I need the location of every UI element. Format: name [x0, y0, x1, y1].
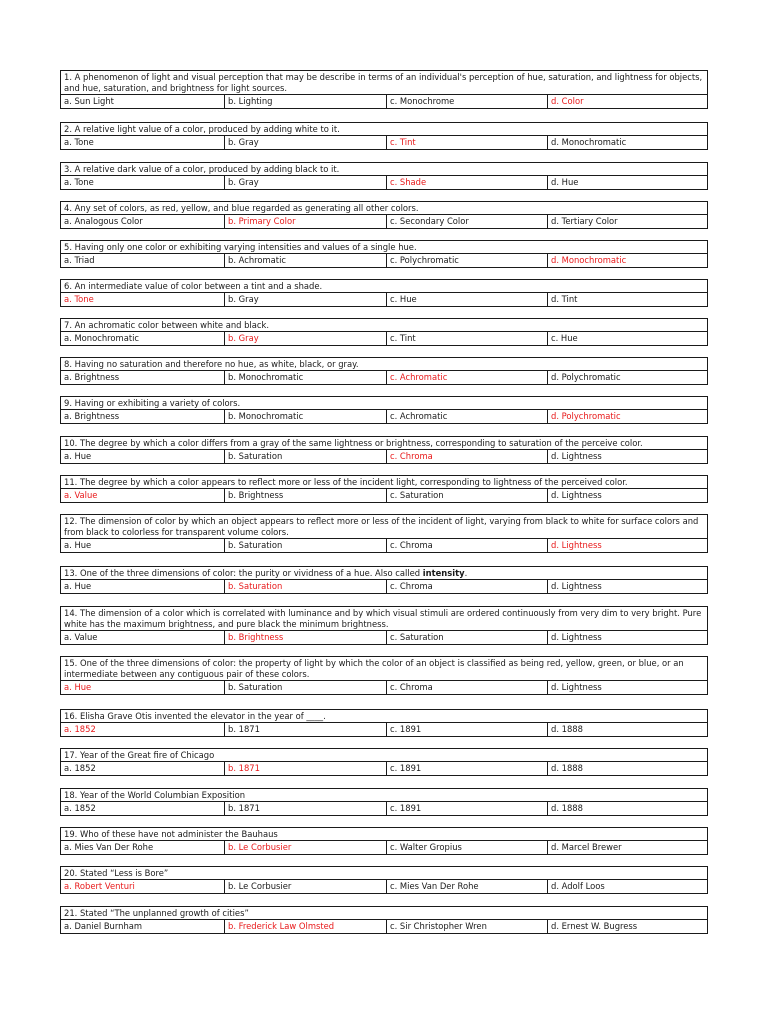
option: b. Le Corbusier [224, 880, 386, 893]
answer-option: c. Tint [386, 136, 547, 149]
question-7 [60, 318, 708, 346]
question-10 [60, 436, 708, 464]
options-row [61, 215, 707, 228]
option: c. Tint [386, 332, 547, 345]
option: b. Saturation [224, 539, 386, 552]
option: d. 1888 [547, 762, 707, 775]
options-row [61, 410, 707, 423]
option: c. Sir Christopher Wren [386, 920, 547, 933]
options-row [61, 580, 707, 593]
options-row [61, 371, 707, 384]
question-18 [60, 788, 708, 816]
answer-option: a. Hue [64, 681, 92, 692]
question-text [61, 710, 707, 723]
question-stem: 6. An intermediate value of color between a tint and a shade. [64, 280, 323, 291]
options-row [61, 254, 707, 267]
question-21 [60, 906, 708, 934]
question-stem: 3. A relative dark value of a color, produced by adding black to it. [64, 163, 340, 174]
answer-option: d. Polychromatic [547, 410, 707, 423]
options-row [61, 176, 707, 189]
question-12 [60, 514, 708, 553]
option: b. Gray [224, 176, 386, 189]
option: c. Chroma [386, 681, 547, 694]
option: a. Daniel Burnham [64, 920, 143, 931]
option: d. Marcel Brewer [547, 841, 707, 854]
options-row [61, 723, 707, 736]
question-text [61, 163, 707, 176]
option: c. Saturation [386, 631, 547, 644]
question-16 [60, 709, 708, 737]
option: c. Achromatic [386, 410, 547, 423]
question-text [61, 907, 707, 920]
question-text [61, 437, 707, 450]
question-stem: 20. Stated “Less is Bore” [64, 867, 169, 878]
option: d. Lightness [547, 580, 707, 593]
question-stem: 21. Stated “The unplanned growth of cities” [64, 907, 249, 918]
question-13 [60, 566, 708, 594]
question-1 [60, 70, 708, 109]
option: a. Mies Van Der Rohe [64, 841, 154, 852]
question-stem: 12. The dimension of color by which an object appears to reflect more or less of the incident of light, varying from black to white for surface colors and from black to colorless for transparent volume colors. [64, 515, 699, 537]
answer-option: b. 1871 [224, 762, 386, 775]
question-stem: 11. The degree by which a color appears to reflect more or less of the incident light, corresponding to lightness of the perceived color. [64, 476, 628, 487]
option: a. 1852 [64, 802, 96, 813]
answer-option: c. Chroma [386, 450, 547, 463]
option: c. Mies Van Der Rohe [386, 880, 547, 893]
answer-option: b. Frederick Law Olmsted [224, 920, 386, 933]
answer-option: a. Robert Venturi [64, 880, 135, 891]
option: a. Hue [64, 539, 92, 550]
answer-option: a. Tone [64, 293, 94, 304]
question-stem: 9. Having or exhibiting a variety of colors. [64, 397, 241, 408]
question-6 [60, 279, 708, 307]
option: d. Monochromatic [547, 136, 707, 149]
question-text [61, 280, 707, 293]
answer-option: a. Value [64, 489, 98, 500]
question-text [61, 202, 707, 215]
question-stem: 16. Elisha Grave Otis invented the elevator in the year of ____. [64, 710, 326, 721]
option: d. Polychromatic [547, 371, 707, 384]
answer-option: d. Color [547, 95, 707, 108]
question-stem-end: . [464, 567, 468, 578]
question-text [61, 241, 707, 254]
question-text [61, 828, 707, 841]
option: d. Hue [547, 176, 707, 189]
question-stem: 2. A relative light value of a color, produced by adding white to it. [64, 123, 340, 134]
question-9 [60, 396, 708, 424]
emphasized-term: intensity [422, 567, 465, 578]
option: b. Brightness [224, 489, 386, 502]
answer-option: d. Monochromatic [547, 254, 707, 267]
option: d. Tertiary Color [547, 215, 707, 228]
options-row [61, 762, 707, 775]
question-8 [60, 357, 708, 385]
question-stem: 7. An achromatic color between white and black. [64, 319, 270, 330]
question-stem: 1. A phenomenon of light and visual perception that may be describe in terms of an individual's perception of hue, saturation, and lightness for objects, and hue, saturation, and brightness for light sources. [64, 71, 703, 93]
answer-option: b. Brightness [224, 631, 386, 644]
option: c. 1891 [386, 723, 547, 736]
answer-option: b. Gray [224, 332, 386, 345]
question-stem: 5. Having only one color or exhibiting varying intensities and values of a single hue. [64, 241, 417, 252]
option: d. Lightness [547, 681, 707, 694]
options-row [61, 681, 707, 694]
option: d. Ernest W. Bugress [547, 920, 707, 933]
option: b. Lighting [224, 95, 386, 108]
question-text [61, 657, 707, 681]
option: a. Monochromatic [64, 332, 140, 343]
option: b. Gray [224, 136, 386, 149]
option: c. Chroma [386, 539, 547, 552]
question-text [61, 607, 707, 631]
option: a. Brightness [64, 410, 120, 421]
option: a. Hue [64, 450, 92, 461]
option: d. 1888 [547, 723, 707, 736]
option: d. Adolf Loos [547, 880, 707, 893]
options-row [61, 450, 707, 463]
question-text [61, 567, 707, 580]
question-text [61, 789, 707, 802]
question-text [61, 476, 707, 489]
option: a. 1852 [64, 762, 96, 773]
option: d. Tint [547, 293, 707, 306]
option: b. Saturation [224, 450, 386, 463]
question-text [61, 358, 707, 371]
option: d. 1888 [547, 802, 707, 815]
question-stem: 14. The dimension of a color which is correlated with luminance and by which visual stimuli are ordered continuously from very dim to very bright. Pure white has the maximum brightness, and pure black the minimum brightness. [64, 607, 702, 629]
question-3 [60, 162, 708, 190]
options-row [61, 332, 707, 345]
option: a. Triad [64, 254, 95, 265]
question-text [61, 749, 707, 762]
answer-option: b. Primary Color [224, 215, 386, 228]
option: a. Analogous Color [64, 215, 143, 226]
question-5 [60, 240, 708, 268]
answer-option: c. Achromatic [386, 371, 547, 384]
question-text [61, 71, 707, 95]
option: a. Hue [64, 580, 92, 591]
question-stem: 13. One of the three dimensions of color: the purity or vividness of a hue. Also called [64, 567, 423, 578]
answer-option: b. Le Corbusier [224, 841, 386, 854]
answer-option: b. Saturation [224, 580, 386, 593]
options-row [61, 841, 707, 854]
question-text [61, 867, 707, 880]
question-11 [60, 475, 708, 503]
option: c. Secondary Color [386, 215, 547, 228]
question-15 [60, 656, 708, 695]
option: d. Lightness [547, 450, 707, 463]
question-text [61, 319, 707, 332]
option: b. Monochromatic [224, 410, 386, 423]
option: d. Lightness [547, 489, 707, 502]
option: b. Monochromatic [224, 371, 386, 384]
question-text [61, 123, 707, 136]
question-19 [60, 827, 708, 855]
option: a. Value [64, 631, 98, 642]
option: c. Polychromatic [386, 254, 547, 267]
option: c. 1891 [386, 802, 547, 815]
option: a. Tone [64, 176, 94, 187]
option: b. 1871 [224, 802, 386, 815]
options-row [61, 95, 707, 108]
question-2 [60, 122, 708, 150]
option: b. Achromatic [224, 254, 386, 267]
options-row [61, 631, 707, 644]
question-4 [60, 201, 708, 229]
options-row [61, 880, 707, 893]
option: c. Monochrome [386, 95, 547, 108]
options-row [61, 293, 707, 306]
question-text [61, 397, 707, 410]
question-stem: 17. Year of the Great fire of Chicago [64, 749, 215, 760]
option: d. Lightness [547, 631, 707, 644]
options-row [61, 136, 707, 149]
question-20 [60, 866, 708, 894]
option: c. Chroma [386, 580, 547, 593]
option: c. Saturation [386, 489, 547, 502]
option: c. Hue [386, 293, 547, 306]
options-row [61, 920, 707, 933]
question-14 [60, 606, 708, 645]
option: b. Saturation [224, 681, 386, 694]
option: a. Sun Light [64, 95, 114, 106]
question-stem: 4. Any set of colors, as red, yellow, and blue regarded as generating all other colors. [64, 202, 419, 213]
question-stem: 19. Who of these have not administer the Bauhaus [64, 828, 278, 839]
options-row [61, 489, 707, 502]
question-stem: 18. Year of the World Columbian Exposition [64, 789, 246, 800]
options-row [61, 539, 707, 552]
option: b. Gray [224, 293, 386, 306]
option: a. Brightness [64, 371, 120, 382]
option: b. 1871 [224, 723, 386, 736]
options-row [61, 802, 707, 815]
question-stem: 8. Having no saturation and therefore no hue, as white, black, or gray. [64, 358, 359, 369]
question-stem: 15. One of the three dimensions of color: the property of light by which the color of an object is classified as being red, yellow, green, or blue, or an intermediate between any contiguous pair of these colors. [64, 657, 684, 679]
answer-option: c. Shade [386, 176, 547, 189]
answer-option: d. Lightness [547, 539, 707, 552]
option: c. Hue [547, 332, 707, 345]
option: c. Walter Gropius [386, 841, 547, 854]
question-text [61, 515, 707, 539]
option: a. Tone [64, 136, 94, 147]
question-stem: 10. The degree by which a color differs from a gray of the same lightness or brightness, corresponding to saturation of the perceive color. [64, 437, 643, 448]
question-17 [60, 748, 708, 776]
option: c. 1891 [386, 762, 547, 775]
answer-option: a. 1852 [64, 723, 96, 734]
